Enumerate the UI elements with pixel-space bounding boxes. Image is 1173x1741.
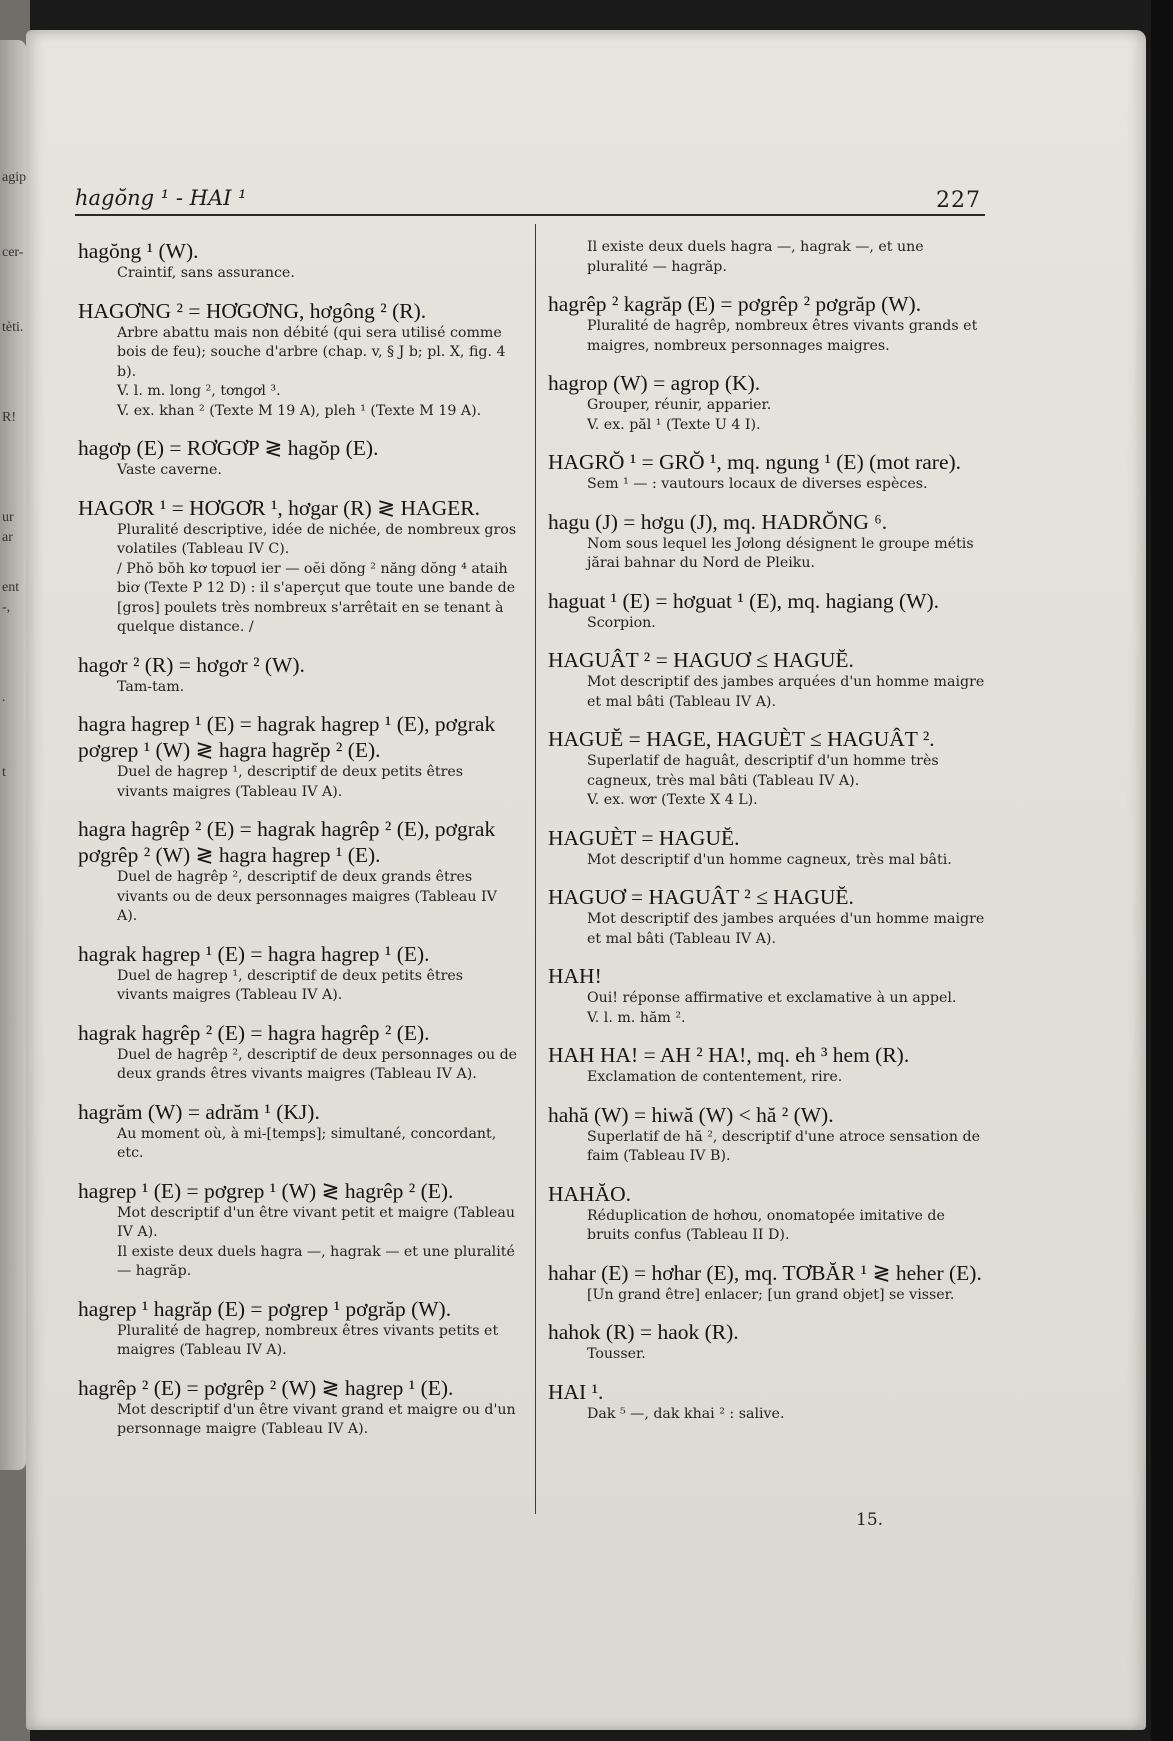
entry-definition: V. ex. khan ² (Texte M 19 A), pleh ¹ (Texte M 19 A). — [117, 402, 482, 419]
entry-definition: Mot descriptif d'un être vivant petit et maigre (Tableau IV A). — [117, 1204, 516, 1240]
entry-definition: Superlatif de hă ², descriptif d'une atroce sensation de faim (Tableau IV B). — [587, 1128, 980, 1164]
entry-definition: Superlatif de haguât, descriptif d'un homme très cagneux, très mal bâti (Tableau IV A). — [587, 753, 939, 789]
entry-headword: hahok (R) = haok (R). — [548, 1320, 739, 1344]
entry-definition: Mot descriptif d'un homme cagneux, très mal bâti. — [587, 851, 952, 868]
entry-definition: V. ex. wơr (Texte X 4 L). — [587, 792, 758, 808]
entry-headword: hagra hagrêp ² (E) = hagrak hagrêp ² (E), pơgrak pơgrêp ² (W) ≷ hagra hagrep ¹ (E). — [78, 817, 496, 867]
dictionary-entry — [548, 238, 986, 277]
dictionary-entry — [78, 1178, 518, 1282]
dictionary-entry — [548, 825, 986, 871]
entry-headword: hagrak hagrep ¹ (E) = hagra hagrep ¹ (E). — [78, 941, 430, 966]
entry-definition: Dak ⁵ —, dak khai ² : salive. — [587, 1405, 785, 1422]
entry-definition: Tousser. — [587, 1346, 646, 1362]
entry-definition: Oui! réponse affirmative et exclamative à un appel. — [587, 990, 957, 1006]
dictionary-entry — [548, 1102, 986, 1167]
entry-headword: hahă (W) = hiwă (W) < hă ² (W). — [548, 1102, 834, 1127]
dictionary-entry — [548, 647, 986, 712]
entry-definition: Duel de hagrep ¹, descriptif de deux petits êtres vivants maigres (Tableau IV A). — [117, 764, 464, 800]
dictionary-entry — [78, 1020, 518, 1085]
margin-fragment: . — [2, 690, 6, 705]
entry-headword: hagŏng ¹ (W). — [78, 239, 199, 263]
entry-headword: HAGƠR ¹ = HƠGƠR ¹, hơgar (R) ≷ HAGER. — [78, 495, 480, 520]
dictionary-entry — [548, 963, 986, 1028]
dictionary-entry — [548, 449, 986, 495]
entry-headword: HAGƠNG ² = HƠGƠNG, hơgông ² (R). — [78, 298, 427, 323]
entry-definition: Au moment où, à mi-[temps]; simultané, concordant, etc. — [117, 1125, 497, 1161]
right-column — [548, 238, 986, 1438]
entry-definition: Il existe deux duels hagra —, hagrak —, et une pluralité — hagrăp. — [587, 239, 924, 275]
entry-definition: Réduplication de hơhơu, onomatopée imitative de bruits confus (Tableau II D). — [587, 1207, 945, 1243]
entry-definition: / Phŏ bŏh kơ tơpuơl ier — oĕi dŏng ² năng dŏng ⁴ ataih biơ (Texte P 12 D) : il s'aperçut que toute une bande de [gros] poulets très nombreux s'arrêtait en se tenant à quelque distance. / — [117, 560, 516, 635]
entry-definition: Duel de hagrêp ², descriptif de deux personnages ou de deux grands êtres vivants maigres (Tableau IV A). — [117, 1046, 518, 1082]
entry-headword: HAGUÂT ² = HAGUƠ ≤ HAGUĔ. — [548, 648, 854, 672]
entry-headword: HAGUĔ = HAGE, HAGUÈT ≤ HAGUÂT ². — [548, 727, 935, 751]
entry-headword: hagrêp ² (E) = pơgrêp ² (W) ≷ hagrep ¹ (E). — [78, 1375, 454, 1400]
margin-fragment: ent — [2, 580, 20, 595]
entry-headword: haguat ¹ (E) = hơguat ¹ (E), mq. hagiang (W). — [548, 588, 940, 613]
dictionary-entry — [548, 884, 986, 949]
entry-definition: Sem ¹ — : vautours locaux de diverses espèces. — [587, 476, 928, 492]
dictionary-entry — [548, 1181, 986, 1246]
entry-definition: [Un grand être] enlacer; [un grand objet] se visser. — [587, 1286, 955, 1303]
signature-mark: 15. — [856, 1510, 884, 1530]
page-number: 227 — [936, 188, 981, 213]
dictionary-entry — [78, 1375, 518, 1440]
entry-definition: Tam-tam. — [117, 678, 185, 695]
entry-headword: hagơr ² (R) = hơgơr ² (W). — [78, 652, 305, 677]
entry-definition: Grouper, réunir, apparier. — [587, 397, 772, 413]
entry-definition: Duel de hagrep ¹, descriptif de deux petits êtres vivants maigres (Tableau IV A). — [117, 967, 464, 1003]
dictionary-entry — [548, 291, 986, 356]
entry-headword: HAGUƠ = HAGUÂT ² ≤ HAGUĔ. — [548, 885, 854, 909]
dictionary-entry — [548, 1260, 986, 1306]
entry-definition: Craintif, sans assurance. — [117, 265, 295, 281]
entry-headword: HAH HA! = AH ² HA!, mq. eh ³ hem (R). — [548, 1043, 910, 1067]
entry-definition: V. l. m. hăm ². — [587, 1009, 686, 1026]
entry-definition: Exclamation de contentement, rire. — [587, 1069, 843, 1085]
entry-definition: Pluralité de hagrep, nombreux êtres vivants petits et maigres (Tableau IV A). — [117, 1322, 499, 1358]
entry-definition: Il existe deux duels hagra —, hagrak — et une pluralité — hagrăp. — [117, 1243, 515, 1279]
margin-fragment: -, — [2, 600, 11, 615]
entry-headword: HAGUÈT = HAGUĔ. — [548, 825, 740, 850]
entry-headword: hagrêp ² kagrăp (E) = pơgrêp ² pơgrăp (W). — [548, 292, 922, 316]
entry-headword: hagra hagrep ¹ (E) = hagrak hagrep ¹ (E), pơgrak pơgrep ¹ (W) ≷ hagra hagrĕp ² (E). — [78, 712, 496, 762]
entry-headword: hagrak hagrêp ² (E) = hagra hagrêp ² (E). — [78, 1020, 430, 1045]
dictionary-entry — [548, 370, 986, 435]
previous-page-edge — [0, 40, 26, 1470]
margin-fragment: R! — [2, 410, 16, 425]
entry-headword: hagơp (E) = RƠGƠP ≷ hagŏp (E). — [78, 436, 379, 460]
dictionary-entry — [78, 941, 518, 1006]
entry-definition: Arbre abattu mais non débité (qui sera utilisé comme bois de feu); souche d'arbre (chap. v, § J b; pl. X, fig. 4 b). — [117, 324, 506, 380]
margin-fragment: t — [2, 765, 6, 780]
dictionary-entry — [78, 711, 518, 802]
dictionary-entry — [78, 495, 518, 638]
dictionary-entry — [78, 238, 518, 284]
entry-definition: V. ex. păl ¹ (Texte U 4 I). — [587, 416, 761, 433]
entry-definition: Nom sous lequel les Jơlong désignent le groupe métis jărai bahnar du Nord de Pleiku. — [587, 535, 974, 571]
entry-definition: Scorpion. — [587, 614, 656, 631]
margin-fragment: agip — [2, 170, 27, 185]
margin-fragment: ur — [2, 510, 14, 525]
margin-fragment: cer- — [2, 245, 24, 260]
entry-definition: Mot descriptif des jambes arquées d'un homme maigre et mal bâti (Tableau IV A). — [587, 911, 985, 947]
dictionary-entry — [78, 816, 518, 927]
entry-headword: HAGRŎ ¹ = GRŎ ¹, mq. ngung ¹ (E) (mot rare). — [548, 450, 962, 474]
entry-definition: Duel de hagrêp ², descriptif de deux grands êtres vivants ou de deux personnages maigres (Tableau IV A). — [117, 869, 497, 924]
dictionary-entry — [78, 435, 518, 481]
dictionary-entry — [78, 1099, 518, 1164]
entry-headword: HAHĂO. — [548, 1181, 632, 1206]
dictionary-entry — [78, 298, 518, 422]
dictionary-entry — [548, 1379, 986, 1425]
entry-headword: HAI ¹. — [548, 1379, 604, 1404]
entry-definition: Mot descriptif des jambes arquées d'un homme maigre et mal bâti (Tableau IV A). — [587, 674, 985, 710]
entry-headword: hahar (E) = hơhar (E), mq. TƠBĂR ¹ ≷ heher (E). — [548, 1260, 982, 1285]
column-divider — [535, 224, 536, 1514]
entry-headword: hagrep ¹ hagrăp (E) = pơgrep ¹ pơgrăp (W). — [78, 1296, 452, 1321]
page-header — [75, 160, 985, 216]
backdrop-right — [1151, 0, 1173, 1741]
entry-definition: V. l. m. long ², tơngơl ³. — [117, 383, 281, 399]
dictionary-entry — [548, 588, 986, 634]
entry-headword: hagrop (W) = agrop (K). — [548, 371, 761, 395]
dictionary-entry — [548, 509, 986, 574]
entry-headword: hagrăm (W) = adrăm ¹ (KJ). — [78, 1099, 320, 1124]
dictionary-entry — [548, 726, 986, 811]
entry-headword: hagu (J) = hơgu (J), mq. HADRŎNG ⁶. — [548, 509, 888, 534]
entry-definition: Vaste caverne. — [117, 462, 222, 478]
entry-headword: hagrep ¹ (E) = pơgrep ¹ (W) ≷ hagrêp ² (E). — [78, 1178, 454, 1203]
entry-definition: Pluralité descriptive, idée de nichée, de nombreux gros volatiles (Tableau IV C). — [117, 521, 517, 557]
dictionary-entry — [548, 1319, 986, 1365]
margin-fragment: tèti. — [2, 320, 24, 335]
running-head: hagŏng ¹ - HAI ¹ — [75, 186, 247, 210]
left-column — [78, 238, 518, 1454]
dictionary-entry — [78, 1296, 518, 1361]
entry-headword: HAH! — [548, 964, 602, 988]
margin-fragment: ar — [2, 530, 13, 545]
dictionary-entry — [78, 652, 518, 698]
dictionary-entry — [548, 1042, 986, 1088]
entry-definition: Mot descriptif d'un être vivant grand et maigre ou d'un personnage maigre (Tableau IV A). — [117, 1401, 516, 1437]
entry-definition: Pluralité de hagrêp, nombreux êtres vivants grands et maigres, nombreux personnages maigres. — [587, 318, 978, 354]
